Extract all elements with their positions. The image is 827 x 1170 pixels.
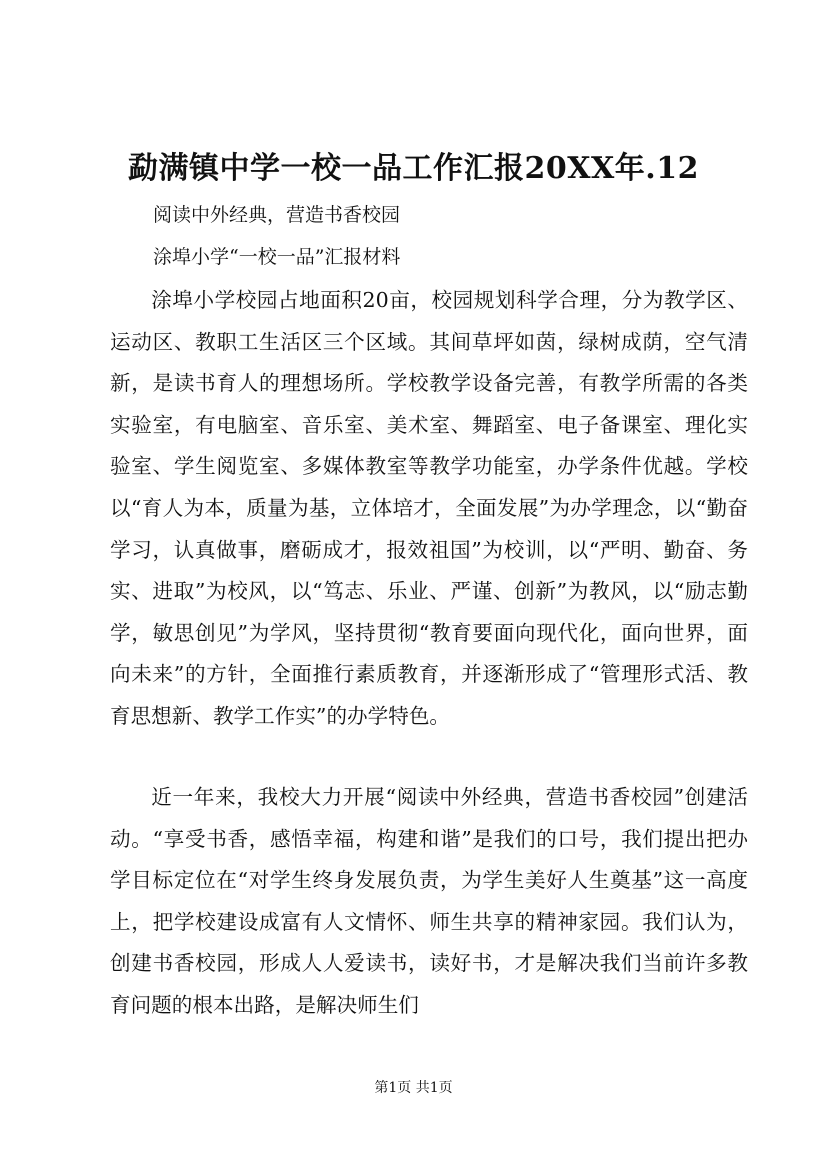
document-title: 勐满镇中学一校一品工作汇报20XX年.12 [128,151,699,186]
document-subtitle-1: 阅读中外经典，营造书香校园 [153,204,401,226]
body-paragraph-2: 近一年来，我校大力开展“阅读中外经典，营造书香校园”创建活动。“享受书香，感悟幸福，构建和谐”是我们的口号，我们提出把办学目标定位在“对学生终身发展负责，为学生美好人生奠基”这一高度上，把学校建设成富有人文情怀、师生共享的精神家园。我们认为，创建书香校园，形成人人爱读书，读好书，才是解决我们当前许多教育问题的根本出路，是解决师生们 [110,785,748,1017]
document-subtitle-2: 涂埠小学“一校一品”汇报材料 [153,246,401,268]
page-footer: 第1页 共1页 [374,1080,453,1096]
body-paragraph-1: 涂埠小学校园占地面积20亩，校园规划科学合理，分为教学区、运动区、教职工生活区三个区域。其间草坪如茵，绿树成荫，空气清新，是读书育人的理想场所。学校教学设备完善，有教学所需的各类实验室，有电脑室、音乐室、美术室、舞蹈室、电子备课室、理化实验室、学生阅览室、多媒体教室等教学功能室，办学条件优越。学校以“育人为本，质量为基，立体培才，全面发展”为办学理念，以“勤奋学习，认真做事，磨砺成才，报效祖国”为校训，以“严明、勤奋、务实、进取”为校风，以“笃志、乐业、严谨、创新”为教风，以“励志勤学，敏思创见”为学风，坚持贯彻“教育要面向现代化，面向世界，面向未来”的方针，全面推行素质教育，并逐渐形成了“管理形式活、教育思想新、教学工作实”的办学特色。 [110,288,748,728]
